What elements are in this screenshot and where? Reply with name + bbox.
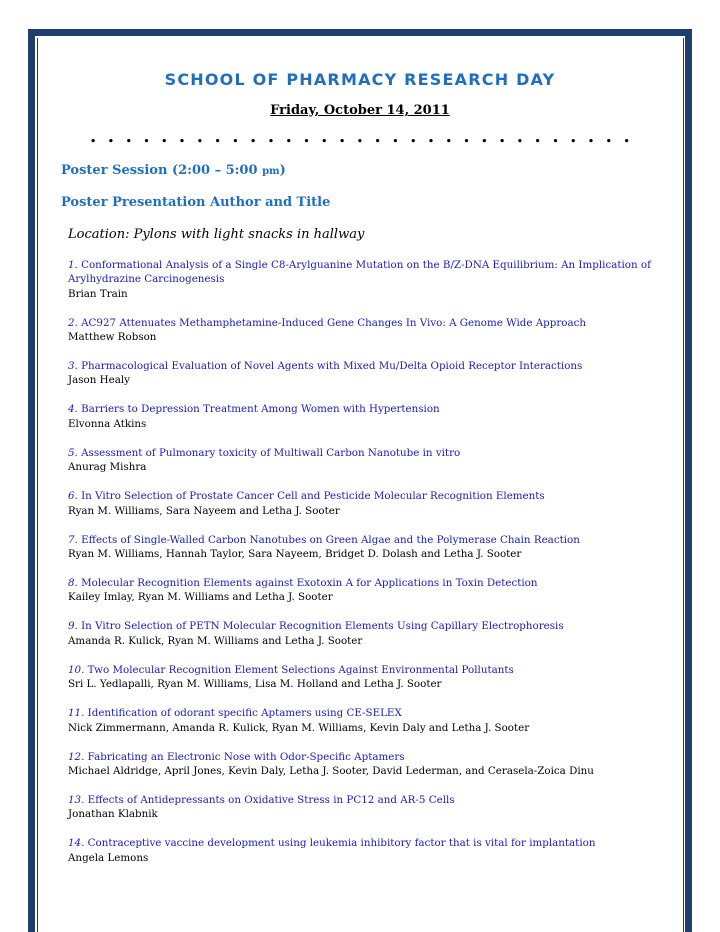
event-date: Friday, October 14, 2011 [270,103,450,118]
poster-number: 1. [68,259,78,271]
divider-dot: . [232,126,239,147]
poster-authors: Matthew Robson [68,330,157,343]
poster-title-text: Effects of Antidepressants on Oxidative Stress in PC12 and AR-5 Cells [87,793,455,806]
poster-number: 7. [68,533,78,546]
poster-authors: Elvonna Atkins [68,417,147,430]
page-border-inner-right [683,38,684,932]
divider-dot: . [516,126,524,147]
poster-title [68,402,668,416]
poster-entry [68,750,668,779]
poster-title-text: In Vitro Selection of PETN Molecular Recognition Elements Using Capillary Electrophoresis [81,620,564,633]
poster-title-text: Pharmacological Evaluation of Novel Agents with Mixed Mu/Delta Opioid Receptor Interactions [81,360,583,373]
poster-entry [68,576,668,605]
divider-dot: . [125,126,132,147]
location-note: Location: Pylons with light snacks in hallway [68,227,365,242]
divider-dot: . [107,126,115,147]
divider-dot: . [321,126,328,147]
divider-dot: . [445,126,452,147]
poster-number: 3. [68,360,78,373]
poster-title [68,446,668,460]
poster-title [68,576,668,590]
poster-title-text: Contraceptive vaccine development using leukemia inhibitory factor that is vital for implantation [87,837,596,850]
divider-dot: . [196,126,203,147]
page-border-left [28,29,35,932]
divider-dot: . [285,126,292,147]
session-label: Poster Session (2:00 – 5:00 [61,163,263,178]
poster-title [68,489,668,503]
poster-authors: Ryan M. Williams, Sara Nayeem and Letha J. Sooter [68,504,340,517]
poster-authors: Nick Zimmermann, Amanda R. Kulick, Ryan M. Williams, Kevin Daly and Letha J. Sooter [68,721,530,734]
divider-dot: . [552,126,559,147]
poster-entry [68,663,668,692]
poster-title [68,619,668,633]
poster-entry [68,793,668,822]
divider-dot: . [356,126,363,147]
poster-authors: Jason Healy [68,374,130,387]
divider-dot: . [605,126,612,147]
divider-dot: . [481,126,488,147]
poster-number: 12. [68,750,85,763]
poster-title [68,836,668,850]
poster-entry [68,619,668,648]
poster-number: 10. [68,663,85,676]
poster-entry [68,359,668,388]
poster-title-text: Molecular Recognition Elements against Exotoxin A for Applications in Toxin Detection [81,577,538,590]
session-closing: ) [279,163,286,178]
poster-number: 4. [68,403,78,416]
divider-dot: . [410,126,417,147]
poster-title-text: Conformational Analysis of a Single C8-Arylguanine Mutation on the B/Z-DNA Equilibrium: An Implication of Arylhydrazine Carcinogenesis [68,259,651,286]
divider-dot: . [143,126,150,147]
poster-entry [68,316,668,345]
poster-title-text: Fabricating an Electronic Nose with Odor-Specific Aptamers [87,750,405,763]
divider-dot: . [161,126,168,147]
poster-entry [68,446,668,475]
divider-dot: . [498,126,506,147]
divider-dot: . [90,126,97,147]
poster-title-text: Identification of odorant specific Aptamers using CE-SELEX [87,707,402,720]
poster-authors: Amanda R. Kulick, Ryan M. Williams and Letha J. Sooter [68,634,363,647]
divider-dot: . [267,126,275,147]
poster-title [68,359,668,373]
divider-dot: . [250,126,257,147]
poster-authors: Michael Aldridge, April Jones, Kevin Daly, Letha J. Sooter, David Lederman, and Cerasela-Zoica Dinu [68,764,594,777]
poster-title [68,750,668,764]
divider-dot: . [427,126,435,147]
poster-number: 13. [68,793,85,806]
poster-entry [68,402,668,431]
poster-authors: Angela Lemons [68,851,149,864]
poster-title-text: AC927 Attenuates Methamphetamine-Induced Gene Changes In Vivo: A Genome Wide Approach [81,316,587,329]
divider-dot: . [587,126,595,147]
poster-entry [68,533,668,562]
divider-dot: . [338,126,346,147]
poster-list [68,258,668,865]
poster-entry [68,258,668,301]
poster-title [68,533,668,547]
poster-number: 11. [68,707,85,720]
poster-authors: Brian Train [68,287,128,300]
divider-dot: . [303,126,310,147]
poster-number: 14. [68,837,85,850]
poster-title [68,663,668,677]
poster-authors: Anurag Mishra [68,461,147,474]
session-pm: pm [262,166,280,177]
poster-title-text: Effects of Single-Walled Carbon Nanotubes on Green Algae and the Polymerase Chain Reaction [81,533,580,546]
poster-number: 5. [68,446,78,459]
divider-dot: . [570,126,577,147]
page-border-top [28,29,692,36]
poster-authors: Sri L. Yedlapalli, Ryan M. Williams, Lisa M. Holland and Letha J. Sooter [68,678,442,691]
divider-dot: . [178,126,186,147]
poster-title-text: Assessment of Pulmonary toxicity of Multiwall Carbon Nanotube in vitro [81,446,461,459]
divider-dot: . [623,126,630,147]
poster-authors: Jonathan Klabnik [68,808,158,821]
session-heading [61,163,286,178]
poster-entry [68,706,668,735]
divider-dot: . [214,126,221,147]
divider-dot: . [534,126,541,147]
poster-title-text: In Vitro Selection of Prostate Cancer Cell and Pesticide Molecular Recognition Elements [81,490,545,503]
dotted-divider [90,128,630,146]
poster-number: 8. [68,577,78,590]
section-subheading: Poster Presentation Author and Title [61,195,331,210]
page-border-right [685,29,692,932]
divider-dot: . [392,126,399,147]
poster-title [68,793,668,807]
poster-title [68,706,668,720]
poster-title [68,316,668,330]
poster-number: 9. [68,620,78,633]
poster-number: 6. [68,490,78,503]
page-border-inner-left [37,38,38,932]
poster-entry [68,836,668,865]
poster-title [68,258,668,287]
poster-authors: Ryan M. Williams, Hannah Taylor, Sara Nayeem, Bridget D. Dolash and Letha J. Sooter [68,547,522,560]
poster-authors: Kailey Imlay, Ryan M. Williams and Letha J. Sooter [68,591,333,604]
divider-dot: . [463,126,470,147]
poster-number: 2. [68,316,78,329]
page-title: SCHOOL OF PHARMACY RESEARCH DAY [164,70,556,89]
poster-title-text: Barriers to Depression Treatment Among Women with Hypertension [81,403,440,416]
poster-title-text: Two Molecular Recognition Element Selections Against Environmental Pollutants [87,663,514,676]
divider-dot: . [374,126,381,147]
poster-entry [68,489,668,518]
